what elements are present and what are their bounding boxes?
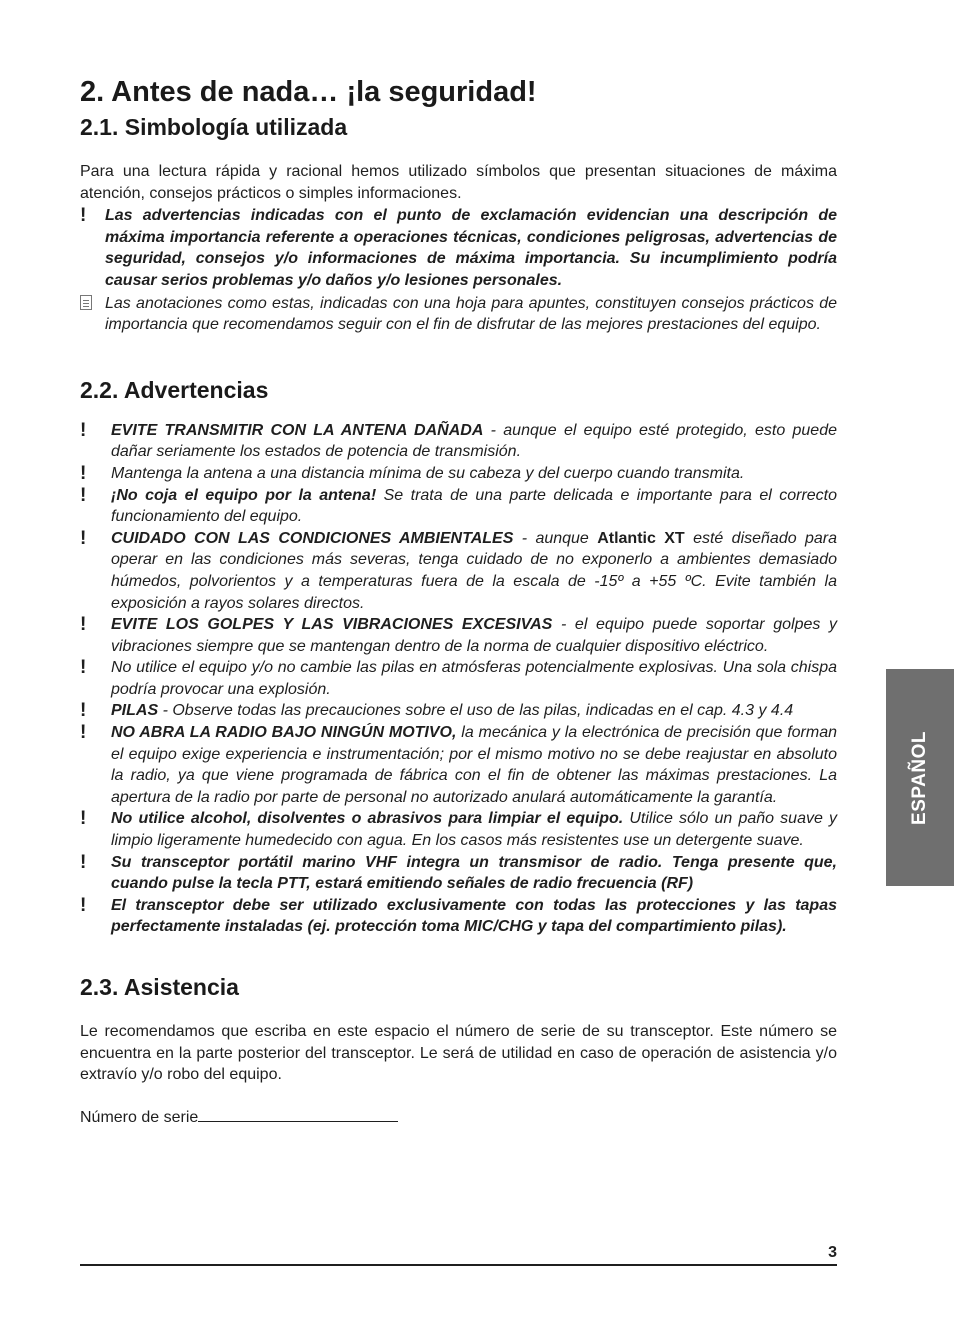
notepad-icon: [80, 293, 94, 315]
section-title-2-2: 2.2. Advertencias: [80, 376, 269, 403]
footer-rule: [80, 1264, 837, 1266]
exclamation-icon: !: [80, 894, 87, 916]
memo-description: Las anotaciones como estas, indicadas con una hoja para apuntes, constituyen consejos prácticos de importancia que recomendamos seguir con el fin de disfrutar de las mejores prestaciones del equipo.: [105, 294, 837, 334]
section-title-2-1: 2.1. Simbología utilizada: [80, 114, 348, 140]
page-content: [80, 74, 837, 1128]
language-tab: [886, 669, 954, 886]
exclamation-icon: !: [80, 851, 87, 873]
serial-number-field: [80, 1107, 837, 1129]
exclamation-icon: !: [80, 614, 87, 636]
exclamation-icon: !: [80, 462, 87, 484]
list-item: ! No utilice el equipo y/o no cambie las pilas en atmósferas potencialmente explosivas. Una sola chispa podría provocar una explosión.: [80, 657, 837, 698]
warning-symbol-note: [80, 205, 837, 291]
warning-description: Las advertencias indicadas con el punto de exclamación evidencian una descripción de máxima importancia referente a operaciones técnicas, condiciones peligrosas, advertencias de seguridad, consejos y/o informaciones de máxima importancia. Su incumplimiento podría causar serios problemas y/o daños y/o lesiones personales.: [105, 207, 837, 289]
section-intro: Para una lectura rápida y racional hemos utilizado símbolos que presentan situaciones de máxima atención, consejos prácticos o simples informaciones.: [80, 163, 837, 202]
language-tab-label: ESPAÑOL: [909, 730, 930, 825]
list-item: ! CUIDADO CON LAS CONDICIONES AMBIENTALES - aunque Atlantic XT esté diseñado para operar en las condiciones más severas, tenga cuidado de no exponerlo a ambientes demasiado húmedos, polvorientos y a temperaturas fuera de la escala de -15º a +55 ºC. Evite también la exposición a rayos solares directos.: [80, 527, 838, 612]
page-title: 2. Antes de nada… ¡la seguridad!: [80, 76, 537, 108]
list-item: ! EVITE TRANSMITIR CON LA ANTENA DAÑADA - aunque el equipo esté protegido, esto puede dañar seriamente los estados de potencia de transmisión.: [80, 419, 837, 461]
list-item: ! ¡No coja el equipo por la antena! Se trata de una parte delicada e importante para el correcto funcionamiento del equipo.: [80, 484, 838, 526]
page-number: 3: [828, 1244, 837, 1261]
list-item: ! Mantenga la antena a una distancia mínima de su cabeza y del cuerpo cuando transmita.: [80, 462, 745, 484]
exclamation-icon: !: [80, 527, 87, 549]
list-item: ! EVITE LOS GOLPES Y LAS VIBRACIONES EXCESIVAS - el equipo puede soportar golpes y vibraciones siempre que se mantengan dentro de la norma de cualquier dispositivo eléctrico.: [80, 614, 838, 655]
section-title-2-3: 2.3. Asistencia: [80, 974, 239, 1000]
list-item: ! Su transceptor portátil marino VHF integra un transmisor de radio. Tenga presente que, cuando pulse la tecla PTT, estará emitiendo señales de radio frecuencia (RF): [80, 851, 837, 893]
exclamation-icon: !: [80, 700, 87, 722]
list-item: ! NO ABRA LA RADIO BAJO NINGÚN MOTIVO, la mecánica y la electrónica de precisión que forman el equipo exige experiencia e instrumentación; por el mismo motivo no se debe reajustar en absoluto la radio, ya que viene programada de fábrica con el fin de obtener las máximas prestaciones. La apertura de la radio por parte de personal no autorizado anulará automáticamente la garantía.: [80, 722, 838, 806]
exclamation-icon: !: [80, 657, 87, 679]
exclamation-icon: !: [80, 722, 87, 744]
list-item: ! No utilice alcohol, disolventes o abrasivos para limpiar el equipo. Utilice sólo un paño suave y limpio ligeramente humedecido con agua. En los casos más resistentes use un detergente suave.: [80, 808, 837, 850]
list-item: ! PILAS - Observe todas las precauciones sobre el uso de las pilas, indicadas en el cap. 4.3 y 4.4: [80, 700, 794, 722]
exclamation-icon: !: [80, 205, 87, 227]
brand-name: Atlantic XT: [597, 529, 685, 547]
assistance-body: Le recomendamos que escriba en este espacio el número de serie de su transceptor. Este número se encuentra en la parte posterior del transceptor. Le será de utilidad en caso de operación de asistencia y/o extravío y/o robo del equipo.: [80, 1023, 837, 1084]
serial-number-label: Número de serie: [80, 1108, 199, 1126]
warnings-list: [80, 420, 837, 938]
exclamation-icon: !: [80, 484, 87, 506]
memo-symbol-note: [80, 293, 837, 336]
serial-number-blank: [198, 1107, 398, 1122]
list-item: ! El transceptor debe ser utilizado exclusivamente con todas las protecciones y las tapas perfectamente instaladas (ej. protección toma MIC/CHG y tapa del compartimiento pilas).: [80, 894, 837, 936]
exclamation-icon: !: [80, 808, 87, 830]
exclamation-icon: !: [80, 419, 87, 441]
